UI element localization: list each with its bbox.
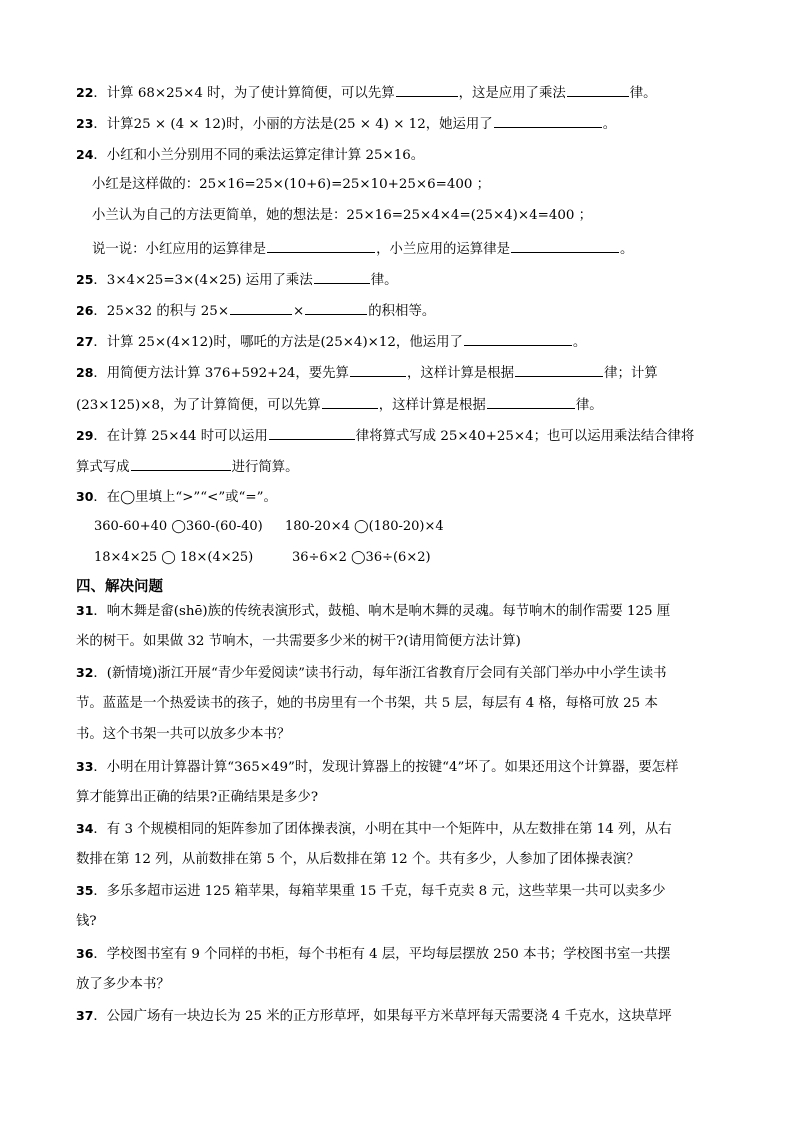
answer-blank[interactable] — [305, 300, 367, 315]
question-25: 25．3×4×25=3×(4×25) 运用了乘法 律。 — [76, 269, 398, 291]
question-32-line-3: 书。这个书架一共可以放多少本书？ — [76, 727, 291, 742]
compare-item-4[interactable]: 36÷6×2 ◯36÷(6×2) — [292, 550, 431, 565]
question-number: 29 — [76, 428, 94, 443]
question-28-line-2: (23×125)×8，为了计算简便，可以先算 ，这样计算是根据 律。 — [76, 394, 603, 416]
question-23: 23．计算25 × (4 × 12)时，小丽的方法是(25 × 4) × 12，她运用了 。 — [76, 113, 616, 135]
answer-blank[interactable] — [350, 362, 406, 377]
question-27: 27．计算 25×(4×12)时，哪吒的方法是(25×4)×12，他运用了 。 — [76, 331, 586, 353]
answer-blank[interactable] — [322, 394, 378, 409]
answer-blank[interactable] — [267, 238, 375, 253]
compare-item-3[interactable]: 18×4×25 ◯ 18×(4×25) — [94, 550, 254, 565]
question-26: 26．25×32 的积与 25× × 的积相等。 — [76, 300, 435, 322]
question-number: 35 — [76, 883, 94, 898]
question-number: 23 — [76, 116, 94, 131]
question-29: 29．在计算 25×44 时可以运用 律将算式写成 25×40+25×4；也可以运用乘法结合律将 — [76, 425, 694, 447]
question-33-line-2: 算才能算出正确的结果?正确结果是多少? — [76, 790, 318, 805]
question-number: 28 — [76, 365, 94, 380]
answer-blank[interactable] — [269, 425, 355, 440]
question-28: 28．用简便方法计算 376+592+24，要先算 ，这样计算是根据 律；计算 — [76, 362, 658, 384]
question-37: 37．公园广场有一块边长为 25 米的正方形草坪，如果每平方米草坪每天需要浇 4 千克水，这块草坪 — [76, 1008, 672, 1024]
question-30: 30．在◯里填上“>”“<”或“=”。 — [76, 489, 277, 505]
answer-blank[interactable] — [131, 456, 231, 471]
question-number: 36 — [76, 946, 94, 961]
question-number: 22 — [76, 85, 94, 100]
answer-blank[interactable] — [487, 394, 575, 409]
answer-blank[interactable] — [396, 82, 458, 97]
question-34-line-2: 数排在第 12 列，从前数排在第 5 个，从后数排在第 12 个。共有多少，人参加了团体操表演？ — [76, 852, 640, 867]
question-number: 32 — [76, 665, 94, 680]
question-31: 31．响木舞是畲(shē)族的传统表演形式，鼓槌、响木是响木舞的灵魂。每节响木的制作需要 125 厘 — [76, 603, 671, 619]
answer-blank[interactable] — [314, 269, 370, 284]
question-33: 33．小明在用计算器计算“365×49”时，发现计算器上的按键“4”坏了。如果还用这个计算器，要怎样 — [76, 759, 679, 775]
answer-blank[interactable] — [230, 300, 292, 315]
question-29-line-2: 算式写成 进行简算。 — [76, 456, 299, 478]
question-number: 26 — [76, 303, 94, 318]
question-number: 33 — [76, 759, 94, 774]
question-34: 34．有 3 个规模相同的矩阵参加了团体操表演，小明在其中一个矩阵中，从左数排在第 14 列，从右 — [76, 821, 672, 837]
question-24: 24．小红和小兰分别用不同的乘法运算定律计算 25×16。 — [76, 147, 425, 163]
question-number: 34 — [76, 821, 94, 836]
question-number: 30 — [76, 489, 94, 504]
section-heading: 四、解决问题 — [76, 579, 163, 595]
answer-blank[interactable] — [567, 82, 629, 97]
question-24-line-xiaohong: 小红是这样做的：25×16=25×(10+6)=25×10+25×6=400 ； — [92, 177, 491, 192]
question-32-line-2: 节。蓝蓝是一个热爱读书的孩子，她的书房里有一个书架，共 5 层，每层有 4 格，每格可放 25 本 — [76, 696, 658, 711]
answer-blank[interactable] — [494, 113, 602, 128]
answer-blank[interactable] — [464, 331, 572, 346]
question-22: 22．计算 68×25×4 时，为了使计算简便，可以先算 ，这是应用了乘法 律。 — [76, 82, 657, 104]
answer-blank[interactable] — [515, 362, 603, 377]
question-number: 27 — [76, 334, 94, 349]
question-number: 24 — [76, 147, 94, 162]
question-36-line-2: 放了多少本书？ — [76, 977, 170, 992]
compare-item-2[interactable]: 180-20×4 ◯(180-20)×4 — [285, 519, 444, 534]
question-number: 31 — [76, 603, 94, 618]
compare-item-1[interactable]: 360-60+40 ◯360-(60-40) — [94, 519, 263, 534]
question-32: 32．(新情境)浙江开展“青少年爱阅读”读书行动，每年浙江省教育厅会同有关部门举办中小学生读书 — [76, 665, 667, 681]
question-35-line-2: 钱? — [76, 914, 97, 929]
question-24-line-xiaolan: 小兰认为自己的方法更简单，她的想法是：25×16=25×4×4=(25×4)×4=400 ； — [92, 208, 593, 223]
question-35: 35．多乐多超市运进 125 箱苹果，每箱苹果重 15 千克，每千克卖 8 元，这些苹果一共可以卖多少 — [76, 883, 666, 899]
question-number: 25 — [76, 272, 94, 287]
answer-blank[interactable] — [511, 238, 619, 253]
question-36: 36．学校图书室有 9 个同样的书柜，每个书柜有 4 层，平均每层摆放 250 本书；学校图书室一共摆 — [76, 946, 671, 962]
question-31-line-2: 米的树干。如果做 32 节响木，一共需要多少米的树干?(请用简便方法计算) — [76, 634, 521, 649]
question-24-line-answer: 说一说：小红应用的运算律是 ，小兰应用的运算律是 。 — [92, 238, 633, 260]
question-number: 37 — [76, 1008, 94, 1023]
